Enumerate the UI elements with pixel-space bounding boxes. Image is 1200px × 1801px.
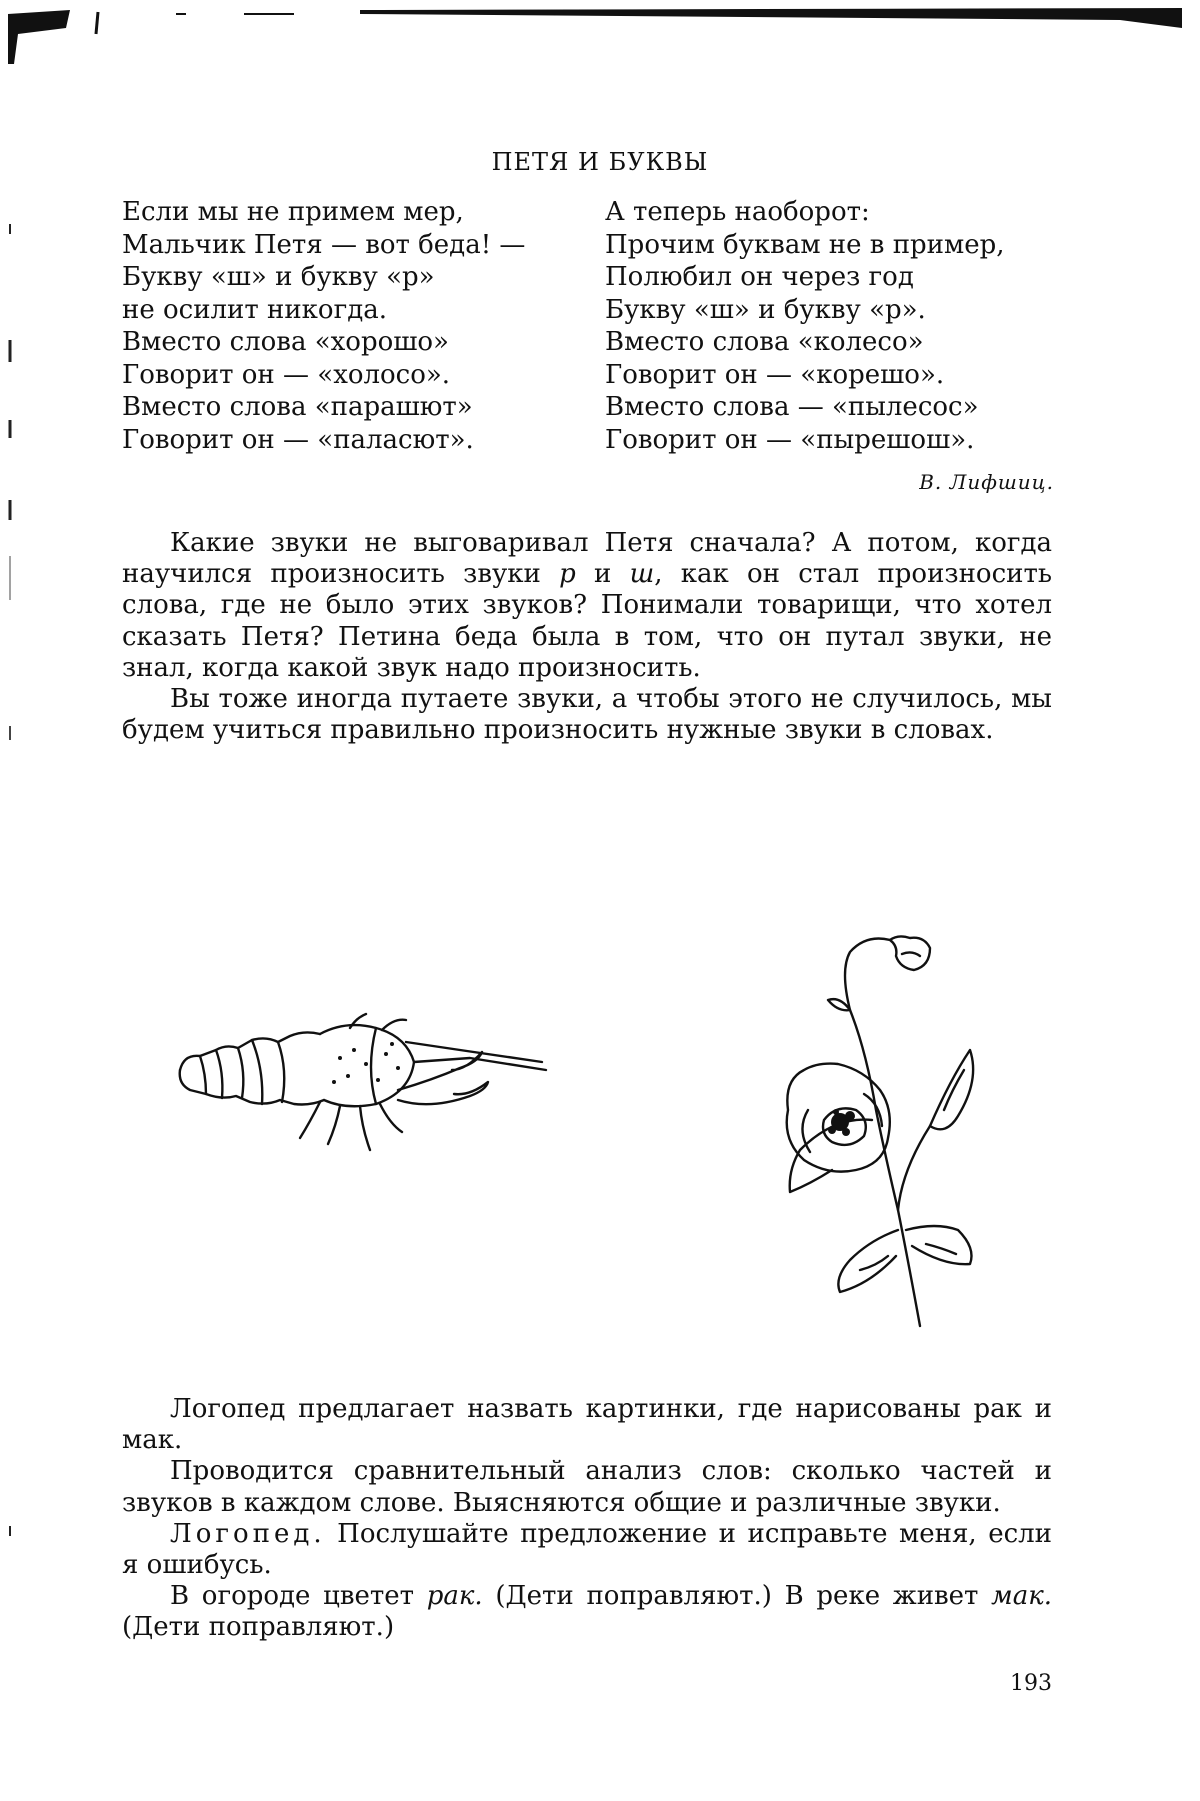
text-run: Послушайте предложение и исправьте меня, если я ошибусь. — [122, 1518, 1052, 1581]
poem-column-left — [122, 196, 525, 456]
text-run: Какие звуки не выговаривал Петя сначала? А потом, когда научился произносить звуки — [122, 528, 1052, 590]
poppy-drawing — [780, 930, 1000, 1330]
paragraph-questions — [122, 528, 1052, 684]
poem-line: А теперь наоборот: — [605, 197, 870, 227]
poem-line: Говорит он — «корешо». — [605, 359, 945, 390]
text-run: В огороде цветет — [170, 1581, 427, 1612]
poem-line: Полюбил он через год — [605, 262, 914, 292]
body-text-lower — [122, 1394, 1052, 1644]
paragraph-exercise — [122, 1581, 1052, 1643]
body-text-upper — [122, 528, 1052, 746]
crayfish-drawing — [170, 1010, 550, 1160]
poem-line: Вместо слова «колесо» — [605, 327, 924, 357]
poem-column-right — [605, 196, 1005, 456]
poem-line: не осилит никогда. — [122, 294, 387, 325]
scan-top-edge — [0, 0, 1200, 70]
text-run: (Дети поправляют.) — [122, 1612, 395, 1643]
paragraph-logoped — [122, 1519, 1052, 1581]
poem-author: В. Лифшиц. — [919, 470, 1054, 494]
speaker-label: Логопед. — [170, 1518, 326, 1549]
scan-margin-marks — [0, 0, 40, 1801]
letter-sh: ш — [629, 559, 655, 590]
poem-line: Если мы не примем мер, — [122, 197, 464, 227]
poem-line: Букву «ш» и букву «р» — [122, 262, 435, 292]
text-run: (Дети поправляют.) В реке живет — [482, 1581, 992, 1612]
poem-line: Мальчик Петя — вот беда! — — [122, 229, 526, 260]
text-run: и — [575, 559, 630, 590]
poem-line: Букву «ш» и букву «р». — [605, 294, 926, 325]
poem-line: Говорит он — «пырешош». — [605, 424, 975, 455]
poem-line: Вместо слова — «пылесос» — [605, 392, 979, 422]
poem-title: ПЕТЯ И БУКВЫ — [491, 148, 709, 176]
paragraph-task: Логопед предлагает назвать картинки, где нарисованы рак и мак. — [122, 1394, 1052, 1456]
poem-line: Вместо слова «парашют» — [122, 392, 473, 422]
poem-line: Говорит он — «паласют». — [122, 424, 474, 455]
word-rak: рак. — [426, 1581, 483, 1612]
text-run: , как он стал произносить слова, где не было этих звуков? Понимали товарищи, что хотел сказать Петя? Петина беда была в том, что он путал звуки, не знал, когда какой звук надо произносить. — [122, 559, 1052, 683]
paragraph-analysis: Проводится сравнительный анализ слов: сколько частей и звуков в каждом слове. Выясняются общие и различные звуки. — [122, 1456, 1052, 1518]
poem-line: Вместо слова «хорошо» — [122, 327, 449, 357]
letter-r: р — [559, 559, 576, 590]
word-mak: мак. — [991, 1581, 1052, 1612]
page-number: 193 — [1010, 1671, 1052, 1696]
paragraph-intro: Вы тоже иногда путаете звуки, а чтобы этого не случилось, мы будем учиться правильно произносить нужные звуки в словах. — [122, 684, 1052, 746]
poem-line: Говорит он — «холосо». — [122, 359, 451, 390]
poem-line: Прочим буквам не в пример, — [605, 229, 1005, 260]
